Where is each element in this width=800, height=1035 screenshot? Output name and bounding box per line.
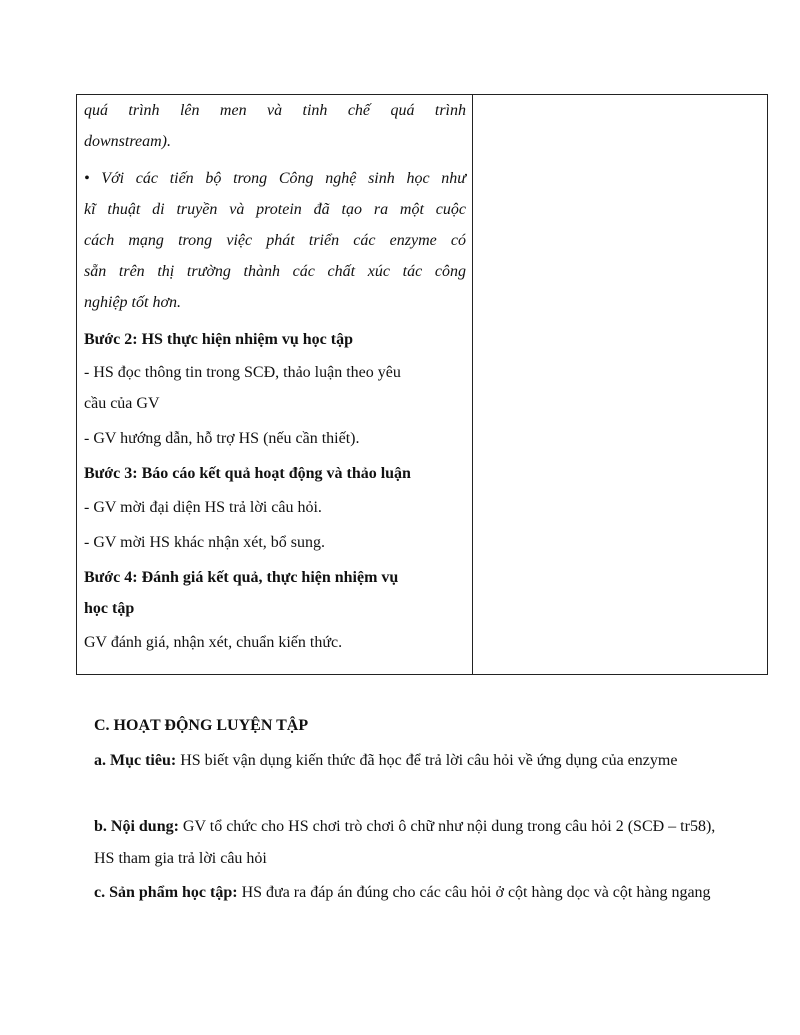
step2-line: cầu của GV <box>84 395 160 412</box>
bullet-line: kĩ thuật di truyền và protein đã tạo ra một cuộc <box>84 201 466 218</box>
step3-line: - GV mời HS khác nhận xét, bổ sung. <box>84 534 326 551</box>
content-text: GV tổ chức cho HS chơi trò chơi ô chữ như nội dung trong câu hỏi 2 (SCĐ – tr58), HS tham gia trả lời câu hỏi <box>94 818 716 867</box>
section-c-title: C. HOẠT ĐỘNG LUYỆN TẬP <box>94 717 309 734</box>
intro-line: downstream). <box>84 133 171 150</box>
content-label: b. Nội dung: <box>94 818 179 835</box>
bullet-line: sẵn trên thị trường thành các chất xúc tác công <box>84 263 466 280</box>
objective-label: a. Mục tiêu: <box>94 752 177 769</box>
bullet-line: nghiệp tốt hơn. <box>84 294 181 311</box>
section-c-objective <box>94 745 734 777</box>
step2-line: - HS đọc thông tin trong SCĐ, thảo luận theo yêu <box>84 364 401 381</box>
step4-heading: học tập <box>84 600 135 617</box>
product-label: c. Sản phẩm học tập: <box>94 884 238 901</box>
table-row <box>77 95 768 675</box>
teacher-student-activity-cell <box>77 95 473 675</box>
step3-heading: Bước 3: Báo cáo kết quả hoạt động và thảo luận <box>84 465 411 482</box>
product-text: HS đưa ra đáp án đúng cho các câu hỏi ở cột hàng dọc và cột hàng ngang <box>237 884 711 901</box>
step2-line: - GV hướng dẫn, hỗ trợ HS (nếu cần thiết). <box>84 430 360 447</box>
lesson-table <box>76 94 768 675</box>
bullet-line: • Với các tiến bộ trong Công nghệ sinh học như <box>84 170 466 187</box>
objective-text: HS biết vận dụng kiến thức đã học để trả lời câu hỏi về ứng dụng của enzyme <box>176 752 678 769</box>
step3-line: - GV mời đại diện HS trả lời câu hỏi. <box>84 499 322 516</box>
step4-line: GV đánh giá, nhận xét, chuẩn kiến thức. <box>84 634 343 651</box>
bullet-line: cách mạng trong việc phát triển các enzyme có <box>84 232 466 249</box>
intro-line: quá trình lên men và tinh chế quá trình <box>84 102 466 119</box>
section-c-product <box>94 877 734 909</box>
step4-heading: Bước 4: Đánh giá kết quả, thực hiện nhiệm vụ <box>84 569 399 586</box>
section-c-content <box>94 811 734 875</box>
content-cell <box>473 95 768 675</box>
step2-heading: Bước 2: HS thực hiện nhiệm vụ học tập <box>84 331 353 348</box>
